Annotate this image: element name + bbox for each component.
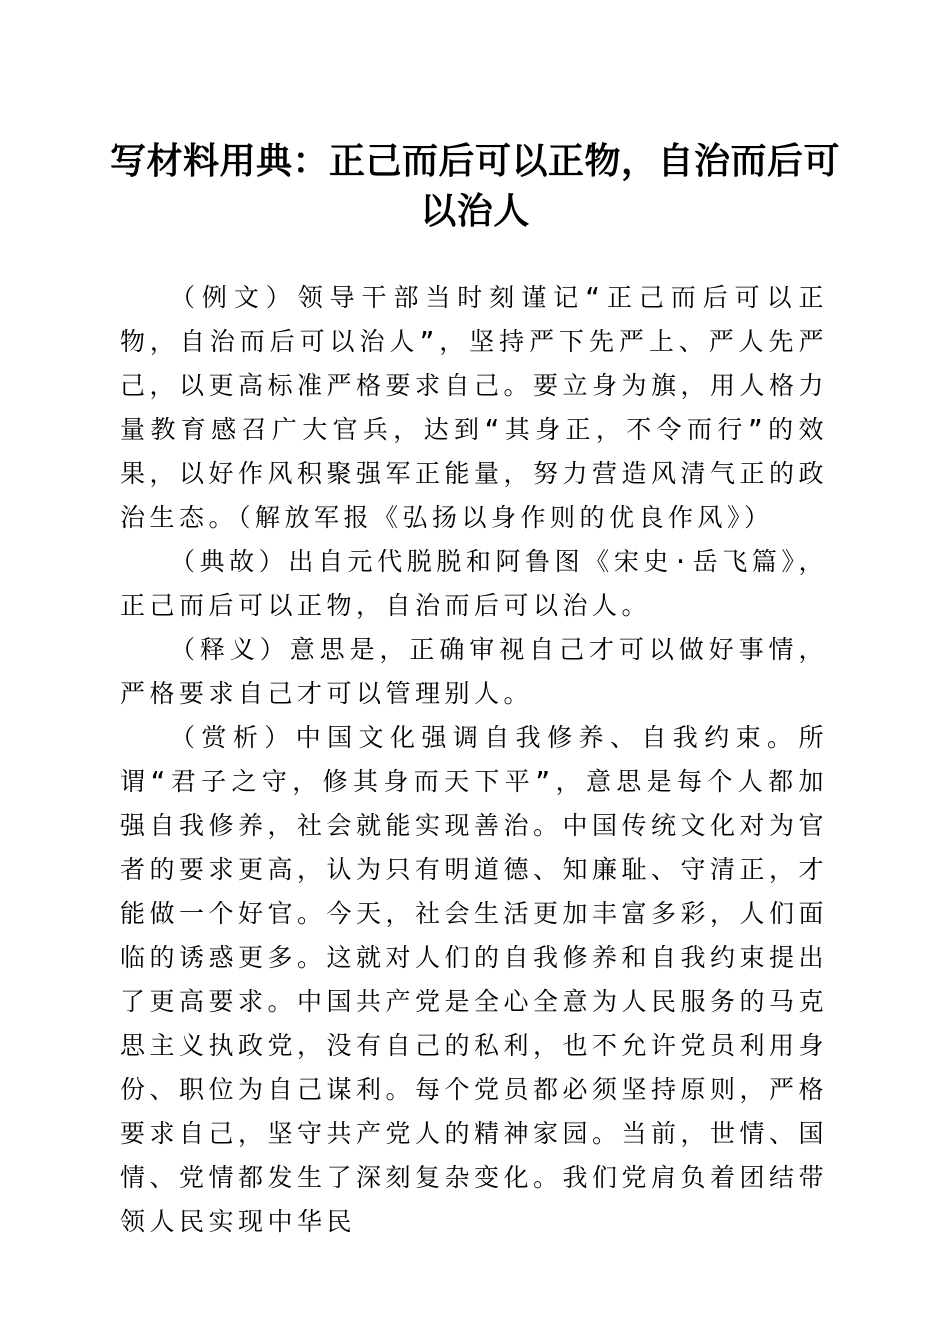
paragraph-meaning: （释义）意思是，正确审视自己才可以做好事情，严格要求自己才可以管理别人。 <box>120 635 828 708</box>
paragraph-example: （例文）领导干部当时刻谨记“正己而后可以正物，自治而后可以治人”，坚持严下先严上、严人先严己，以更高标准严格要求自己。要立身为旗，用人格力量教育感召广大官兵，达到“其身正，不令而行”的效果，以好作风积聚强军正能量，努力营造风清气正的政治生态。（解放军报《弘扬以身作则的优良作风》） <box>120 283 829 532</box>
document-body <box>120 276 828 1244</box>
document-title: 写材料用典：正己而后可以正物，自治而后可以治人 <box>110 140 841 232</box>
paragraph-allusion: （典故）出自元代脱脱和阿鲁图《宋史·岳飞篇》，正己而后可以正物，自治而后可以治人。 <box>120 547 828 620</box>
paragraph-appreciation: （赏析）中国文化强调自我修养、自我约束。所谓“君子之守，修其身而天下平”，意思是每个人都加强自我修养，社会就能实现善治。中国传统文化对为官者的要求更高，认为只有明道德、知廉耻、守清正，才能做一个好官。今天，社会生活更加丰富多彩，人们面临的诱惑更多。这就对人们的自我修养和自我约束提出了更高要求。中国共产党是全心全意为人民服务的马克思主义执政党，没有自己的私利，也不允许党员利用身份、职位为自己谋利。每个党员都必须坚持原则，严格要求自己，坚守共产党人的精神家园。当前，世情、国情、党情都发生了深刻复杂变化。我们党肩负着团结带领人民实现中华民 <box>120 723 829 1236</box>
